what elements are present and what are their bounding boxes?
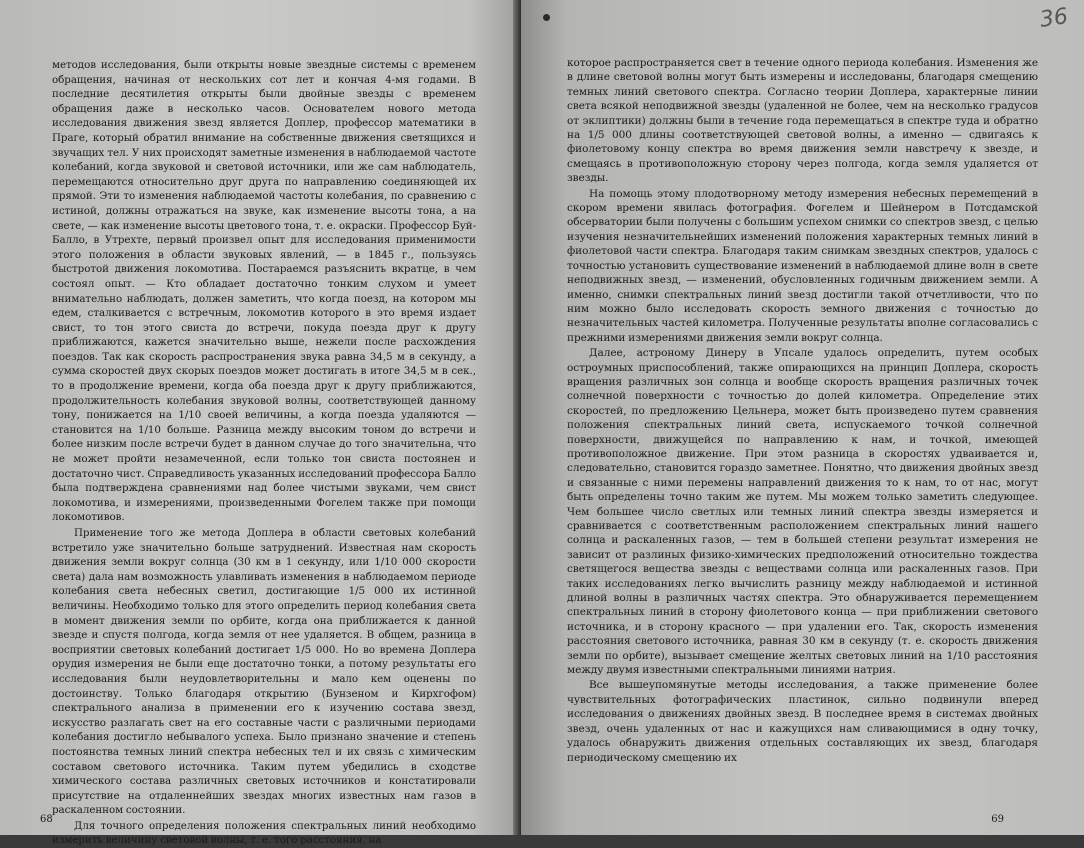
paragraph: Далее, астроному Динеру в Упсале удалось определить, путем особых остроумных приспособлений, также опирающихся на принцип Доплера, скорость вращения различных зон солнца и вообще скорость вращения различных точек солнечной поверхности с точностью до долей километра. Определение этих скоростей, по предложению Цельнера, может быть произведено путем сравнения положения спектральных линий света, испускаемого точкой солнечной поверхности, движущейся по направлению к нам, и точкой, имеющей противоположное движение. При этом разница в скоростях удваивается и, следовательно, становится гораздо заметнее. Понятно, что движения двойных звезд и связанные с ними перемены направлений движения то к нам, то от нас, могут быть определены точно таким же путем. Мы можем только заметить следующее. Чем большее число светлых или темных линий спектра звезды измеряется и сравнивается с соответственным расположением спектральных линий нашего солнца и раскаленных газов, — тем в большей степени результат измерения не зависит от разлиных физико-химических предположений относительно тождества светящегося вещества звезды с веществами солнца или раскаленных газов. При таких исследованиях легко вычислить разницу между наблюдаемой и истинной длиной волны в различных частях спектра. Это обнаруживается перемещением спектральных линий в сторону фиолетового конца — при приближении светового источника, и в сторону красного — при удалении его. Так, скорость изменения расстояния светового источника, равная 30 км в секунду (т. е. скорость движения земли по орбите), вызывает смещение желтых световых линий на 1/10 расстояния между двумя известными спектральными линиями натрия.	[567, 347, 1038, 677]
paragraph: На помощь этому плодотворному методу измерения небесных перемещений в скором времени явилась фотография. Фогелем и Шейнером в Потсдамской обсерватории были получены с большим успехом снимки со спектров звезд, с целью изучения незначительнейших изменений положения характерных темных линий в фиолетовой части спектра. Благодаря таким снимкам звездных спектров, удалось с точностью установить существование изменений в наблюдаемой длине волн в свете неподвижных звезд, — изменений, обусловленных годичным движением земли. А именно, снимки спектральных линий звезд достигли такой отчетливости, что по ним можно было исследовать скорость земного движения с точностью до незначительных частей километра. Полученные результаты вполне согласовались с прежними измерениями движения земли вокруг солнца.	[567, 187, 1038, 344]
right-page	[521, 0, 1084, 835]
page-number-right: 69	[991, 814, 1004, 825]
paragraph: Для точного определения положения спектральных линий необходимо измерить величину световой волны, т. е. того расстояния, на	[52, 819, 476, 847]
handwritten-note: 36	[1038, 4, 1070, 33]
paragraph: Применение того же метода Доплера в области световых колебаний встретило уже значительно больше затруднений. Известная нам скорость движения земли вокруг солнца (30 км в 1 секунду, или 1/10 000 скорости света) дала нам возможность улавливать изменения в наблюдаемом периоде колебания света небесных светил, достигающие 1/5 000 их истинной величины. Необходимо только для этого определить период колебания света в момент движения земли по орбите, когда она приближается к данной звезде и спустя полгода, когда земля от нее удаляется. В общем, разница в восприятии световых колебаний достигает 1/5 000. Но во времена Доплера орудия измерения не были еще достаточно тонки, а потому результаты его исследования были неудовлетворительны и мало кем оценены по достоинству. Только благодаря открытию (Бунзеном и Кирхгофом) спектрального анализа в применении его к изучению состава звезд, искусство разлагать свет на его составные части с различными периодами колебания достигло небывалого успеха. Было признано значение и степень постоянства темных линий спектра небесных тел и их связь с химическим составом светового источника. Таким путем убедились в сходстве химического состава различных световых источников и констатировали присутствие на отдаленнейших звездах многих известных нам газов в раскаленном состоянии.	[52, 527, 476, 817]
left-page	[0, 0, 520, 847]
ink-spot-icon	[543, 14, 550, 21]
paragraph: которое распространяется свет в течение одного периода колебания. Изменения же в длине световой волны могут быть измерены и исследованы, благодаря смещению темных линий светового спектра. Согласно теории Доплера, характерные линии света всякой неподвижной звезды (удаленной не более, чем на несколько градусов от эклиптики) должны были в течение года перемещаться в спектре туда и обратно на 1/5 000 длины соответствующей световой волны, а именно — сдвигаясь к фиолетовому концу спектра во время движения земли навстречу к звезде, и смещаясь в противоположную сторону через полгода, когда земля удаляется от звезды.	[567, 57, 1038, 185]
paragraph: Все вышеупомянутые методы исследования, а также применение более чувствительных фотографических пластинок, сильно подвинули вперед исследования о движениях двойных звезд. В последнее время в системах двойных звезд, очень удаленных от нас и кажущихся нам сливающимися в одну точку, удалось обнаружить движения отдельных составляющих их звезд, благодаря периодическому смещению их	[567, 679, 1038, 764]
left-page-text	[52, 58, 476, 848]
right-page-text	[567, 56, 1038, 765]
paragraph: методов исследования, были открыты новые звездные системы с временем обращения, начиная от нескольких сот лет и кончая 4-мя годами. В последние десятилетия открыты были двойные звезды с временем обращения даже в несколько часов. Основателем нового метода исследования движения звезд является Доплер, профессор математики в Праге, который обратил внимание на собственные движения светящихся и звучащих тел. У них происходят заметные изменения в наблюдаемой частоте колебаний, когда звуковой и световой источники, или же сам наблюдатель, перемещаются относительно друг друга по направлению соединяющей их прямой. Эти то изменения наблюдаемой частоты колебания, по сравнению с истиной, должны отражаться на звуке, как изменение высоты тона, а на свете, — как изменение высоты цветового тона, т. е. окраски. Профессор Буй-Балло, в Утрехте, первый произвел опыт для исследования применимости этого положения в области звуковых явлений, — в 1845 г., пользуясь быстротой движения локомотива. Постараемся разъяснить вкратце, в чем состоял опыт. — Кто обладает достаточно тонким слухом и умеет внимательно наблюдать, должен заметить, что когда поезд, на котором мы едем, сталкивается с встречным, локомотив которого в это время издает свист, то тон этого свиста до встречи, покуда поезда друг к другу приближаются, кажется значительно выше, нежели после расхождения поездов. Так как скорость распространения звука равна 34,5 м в секунду, а сумма скоростей двух скорых поездов может достигать в итоге 34,5 м в сек., то в продолжение времени, когда оба поезда друг к другу приближаются, продолжительность колебания звуковой волны, соответствующей данному тону, понижается на 1/10 своей величины, а когда поезда удаляются — становится на 1/10 больше. Разница между высоким тоном до встречи и более низким после встречи будет в данном случае до того значительна, что не может пройти незамеченной, если только тон свиста постоянен и достаточно чист. Справедливость указанных исследований профессора Балло была подтверждена сравнениями над более чистыми звуками, чем свист локомотива, и измерениями, произведенными Фогелем также при помощи локомотивов.	[52, 59, 476, 524]
page-number-left: 68	[40, 814, 53, 825]
